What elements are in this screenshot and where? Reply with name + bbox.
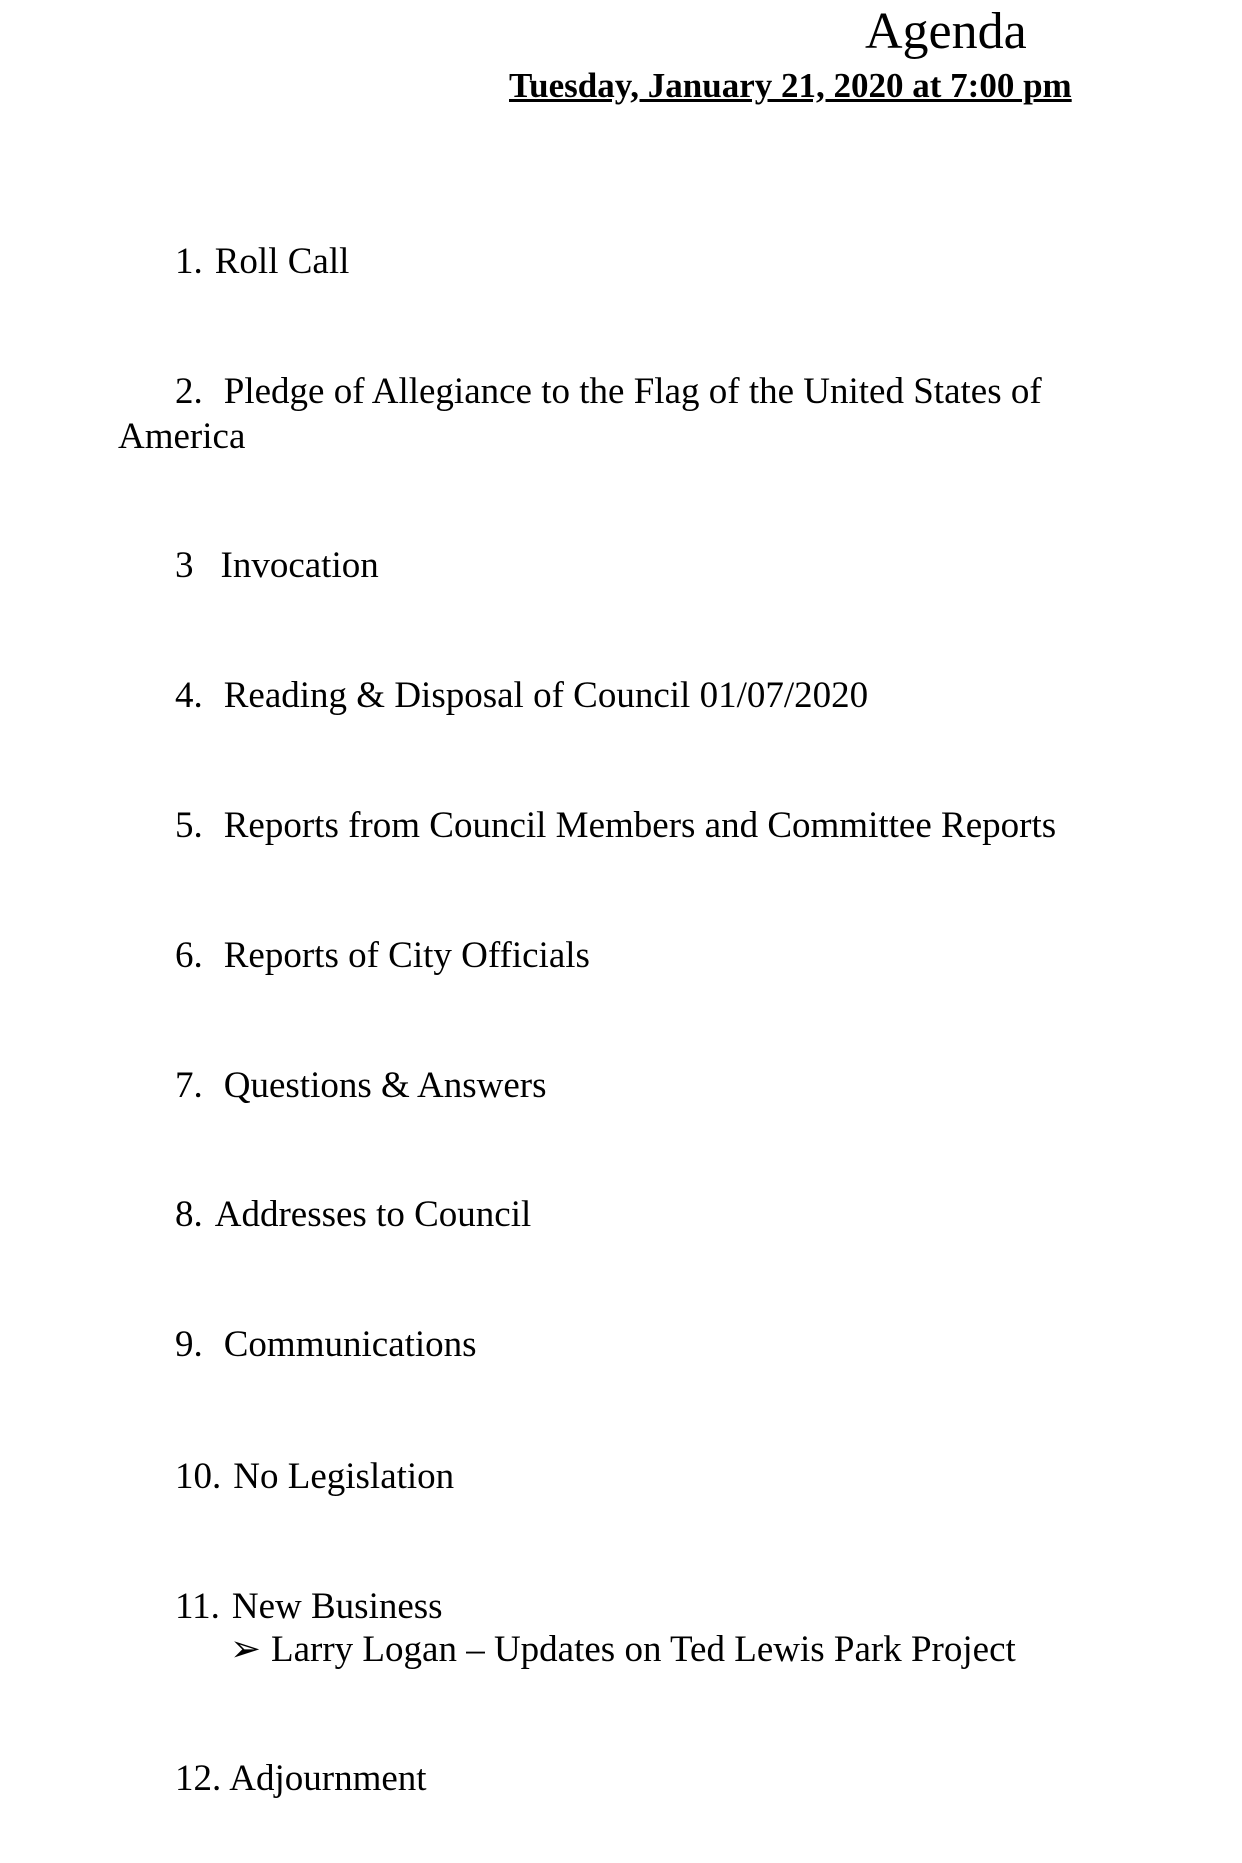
item-text: Invocation [220,545,379,586]
item-text-continued: America [118,416,246,457]
item-number: 2. [175,371,203,412]
agenda-item [175,1064,546,1108]
agenda-item [175,1193,531,1237]
item-number: 7. [175,1065,203,1106]
item-text: Reading & Disposal of Council 01/07/2020 [223,675,869,716]
arrow-bullet-icon: ➢ [230,1629,262,1670]
item-text: New Business [231,1586,443,1627]
agenda-item [175,934,590,978]
sub-item [230,1628,1016,1672]
agenda-item [175,1757,427,1801]
item-text: Adjournment [229,1758,427,1799]
item-number: 9. [175,1324,203,1365]
item-text: Pledge of Allegiance to the Flag of the United States of [223,371,1042,412]
agenda-item [175,804,1056,848]
page-title: Agenda [865,3,1027,60]
agenda-item [175,544,379,588]
item-number: 12. [175,1758,222,1799]
item-number: 1. [175,241,203,282]
agenda-item [175,1585,443,1629]
agenda-item [175,370,1042,414]
item-number: 10. [175,1456,222,1497]
item-text: Questions & Answers [223,1065,547,1106]
item-number: 6. [175,935,203,976]
sub-item-text: Larry Logan – Updates on Ted Lewis Park Project [271,1629,1016,1670]
item-number: 3 [175,545,194,586]
item-number: 11. [175,1586,220,1627]
item-text: Communications [223,1324,477,1365]
item-text: No Legislation [233,1456,455,1497]
item-text: Addresses to Council [214,1194,532,1235]
item-number: 4. [175,675,203,716]
meeting-date: Tuesday, January 21, 2020 at 7:00 pm [509,66,1072,105]
item-text: Reports of City Officials [223,935,590,976]
agenda-item [175,1455,454,1499]
item-number: 5. [175,805,203,846]
agenda-item [175,240,349,284]
item-text: Reports from Council Members and Committee Reports [223,805,1057,846]
agenda-item [175,674,868,718]
item-text: Roll Call [214,241,350,282]
agenda-item [175,1323,477,1367]
item-number: 8. [175,1194,203,1235]
